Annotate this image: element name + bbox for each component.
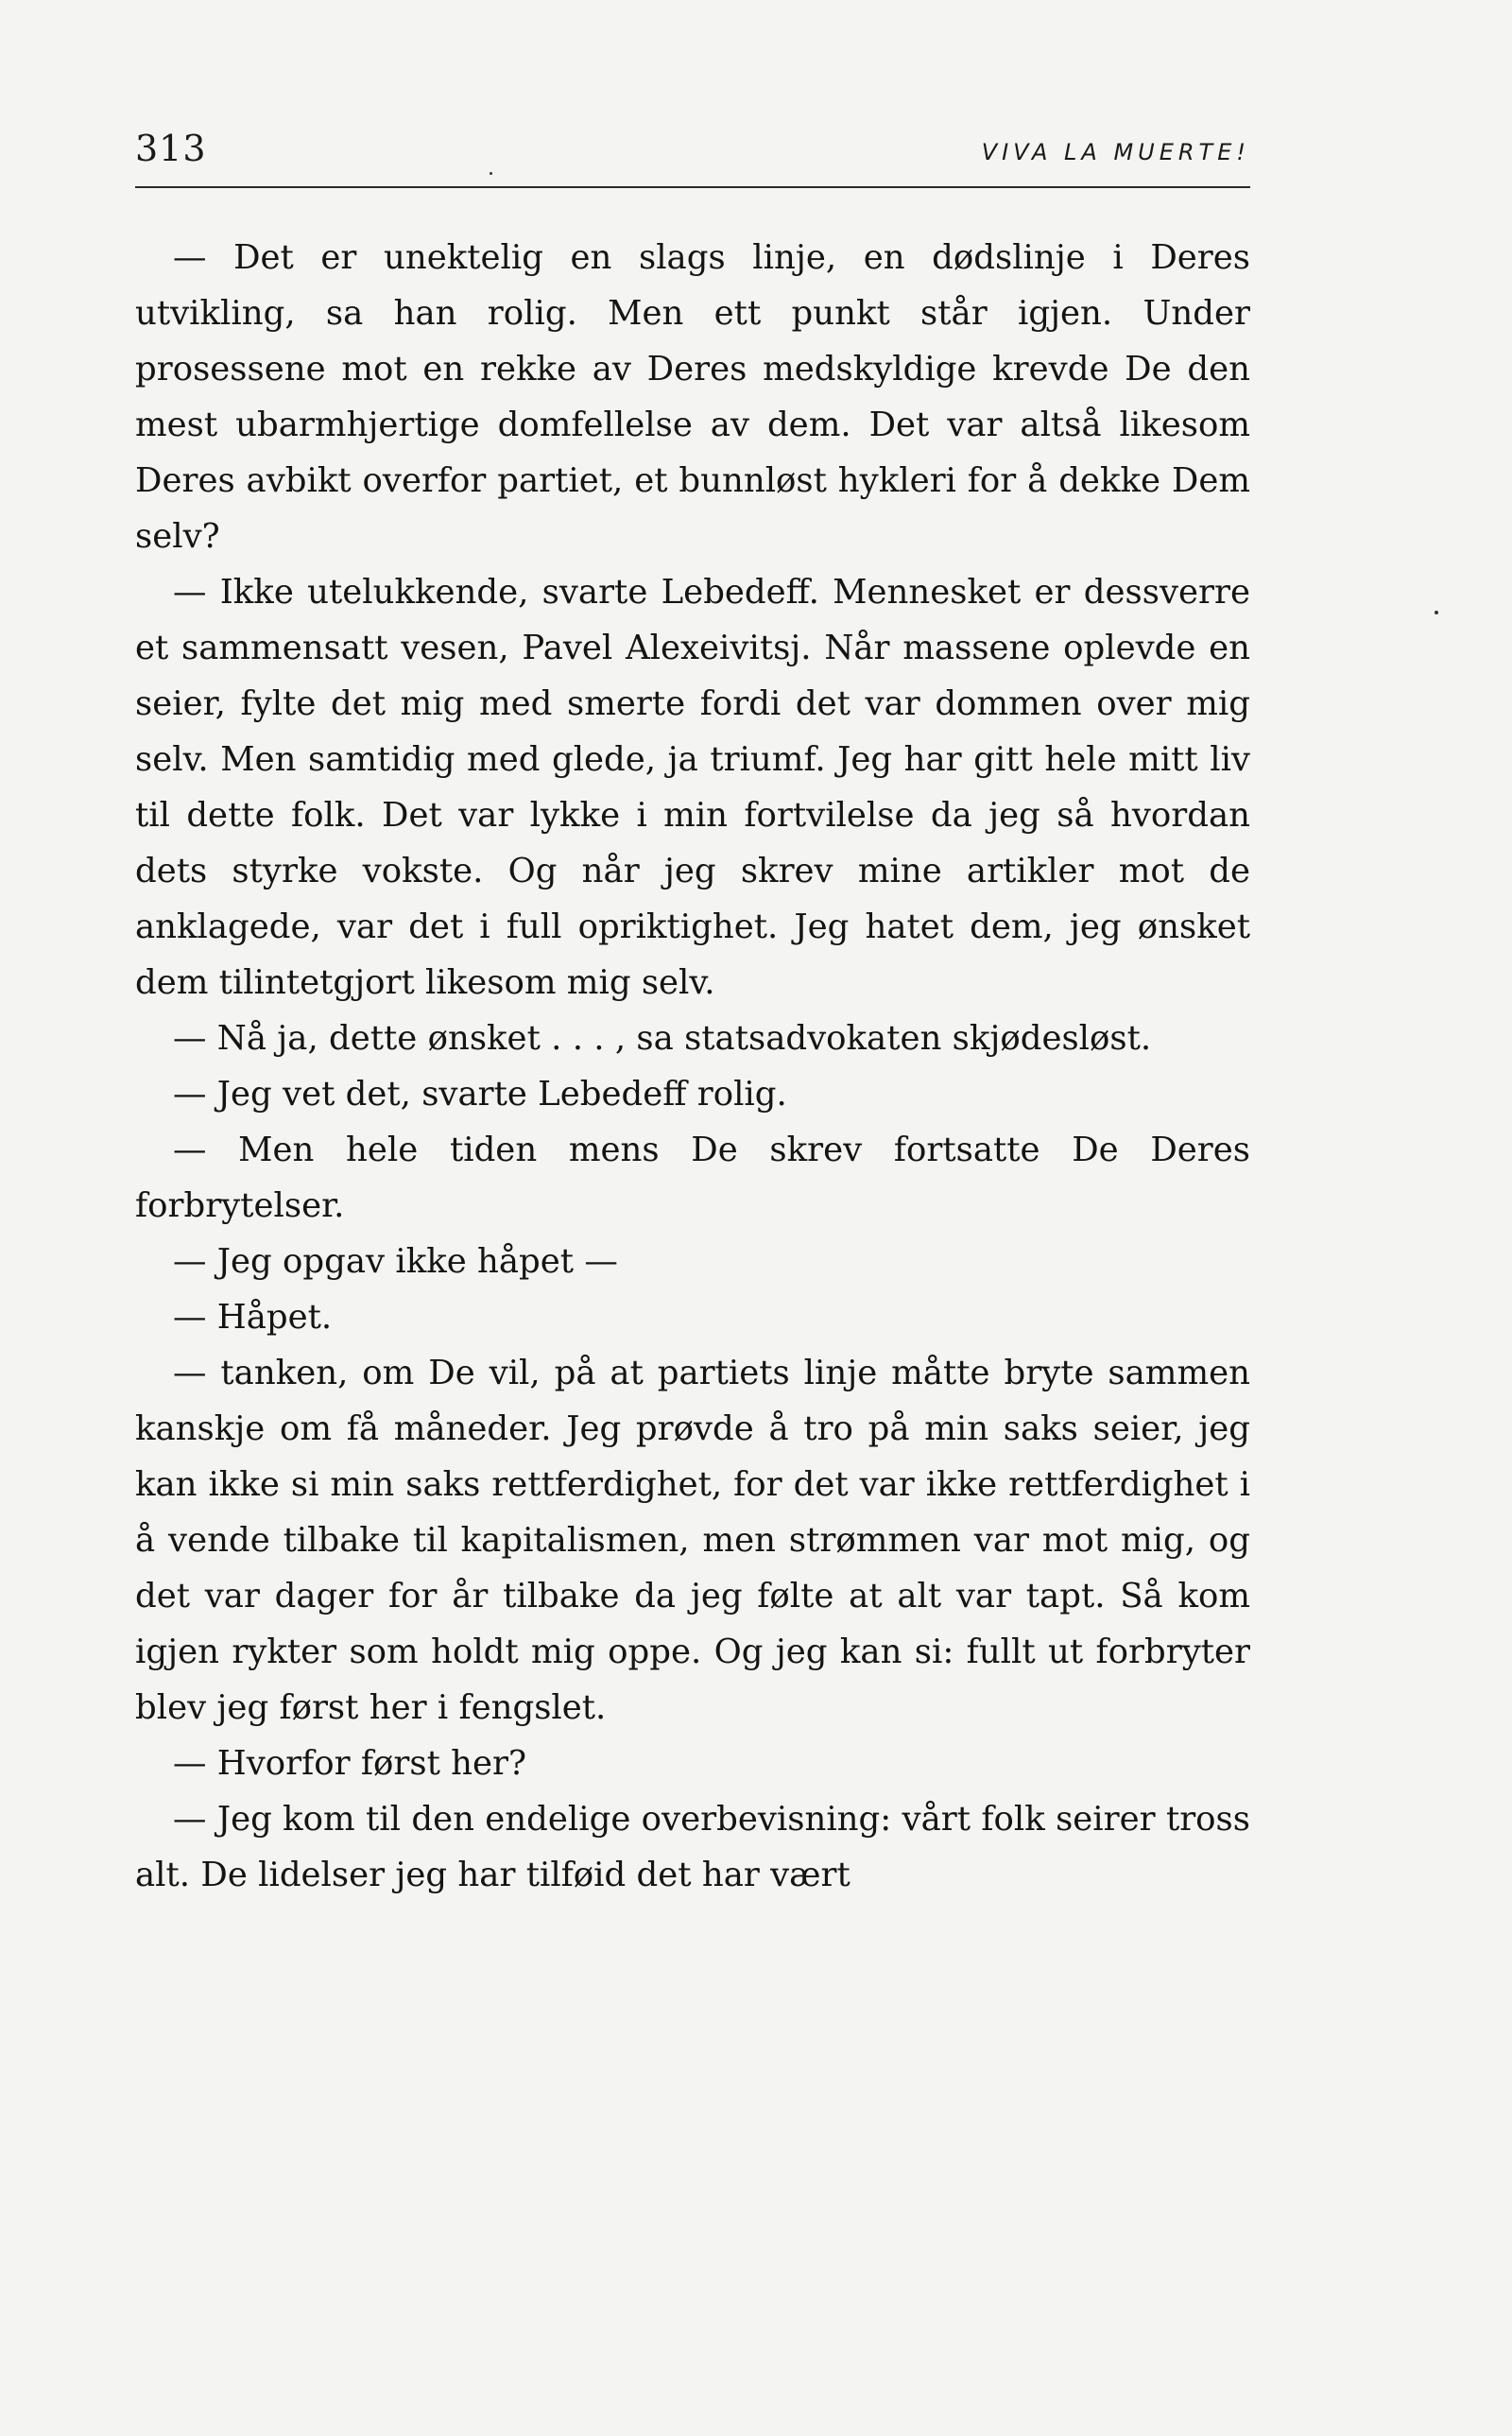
page-number: 313	[135, 128, 207, 169]
paper-speck	[490, 172, 492, 175]
paragraph: — Jeg vet det, svarte Lebedeff rolig.	[173, 1075, 787, 1114]
paragraph: — Hvorfor først her?	[173, 1744, 527, 1783]
paragraph: — Håpet.	[173, 1298, 333, 1337]
paragraph: — Jeg opgav ikke håpet —	[173, 1242, 618, 1281]
running-title: VIVA LA MUERTE!	[981, 139, 1250, 165]
paragraph: — tanken, om De vil, på at partiets linje måtte bryte sammen kanskje om få måneder. Jeg prøvde å tro på min saks seier, jeg kan ikke si min saks rettferdighet, for det var ikke rettferdighet i å vende tilbake til kapitalismen, men strømmen var mot mig, og det var dager for år tilbake da jeg følte at alt var tapt. Så kom igjen rykter som holdt mig oppe. Og jeg kan si: fullt ut forbryter blev jeg først her i fengslet.	[135, 1354, 1250, 1727]
page-header	[135, 128, 1250, 184]
paragraph: — Ikke utelukkende, svarte Lebedeff. Mennesket er dessverre et sammensatt vesen, Pavel Alexeivitsj. Når massene oplevde en seier, fylte det mig med smerte fordi det var dommen over mig selv. Men samtidig med glede, ja triumf. Jeg har gitt hele mitt liv til dette folk. Det var lykke i min fortvilelse da jeg så hvordan dets styrke vokste. Og når jeg skrev mine artikler mot de anklagede, var det i full opriktighet. Jeg hatet dem, jeg ønsket dem tilintetgjort likesom mig selv.	[135, 573, 1250, 1002]
body-text	[135, 230, 1250, 1903]
paragraph: — Men hele tiden mens De skrev fortsatte De Deres forbrytelser.	[135, 1131, 1250, 1225]
paper-speck	[1435, 611, 1438, 614]
paragraph: — Jeg kom til den endelige overbevisning: vårt folk seirer tross alt. De lidelser jeg har tilføid det har vært	[135, 1800, 1250, 1894]
header-rule	[135, 186, 1250, 188]
paragraph: — Nå ja, dette ønsket . . . , sa statsadvokaten skjødesløst.	[173, 1019, 1152, 1058]
paragraph: — Det er unektelig en slags linje, en dødslinje i Deres utvikling, sa han rolig. Men ett punkt står igjen. Under prosessene mot en rekke av Deres medskyldige krevde De den mest ubarmhjertige domfellelse av dem. Det var altså likesom Deres avbikt overfor partiet, et bunnløst hykleri for å dekke Dem selv?	[135, 238, 1250, 556]
